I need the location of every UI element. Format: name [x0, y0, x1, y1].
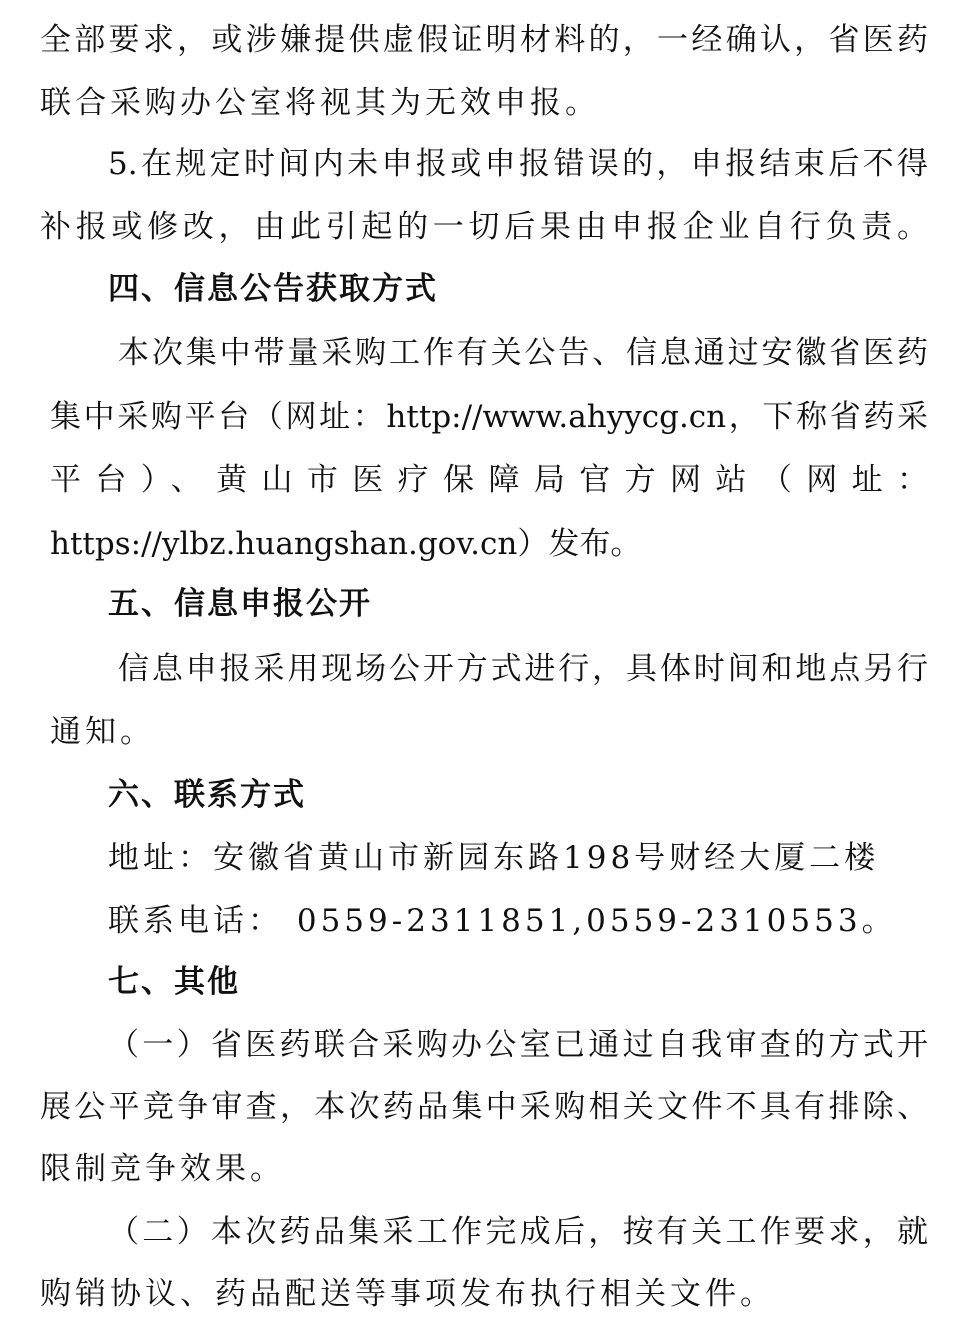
paragraph-line: 通知。	[50, 714, 155, 750]
paragraph-line: 平台）、黄山市医疗保障局官方网站（网址：	[50, 462, 928, 498]
contact-phone: 联系电话： 0559-2311851,0559-2310553。	[108, 903, 897, 939]
paragraph-line: （二）本次药品集采工作完成后，按有关工作要求，就	[108, 1214, 928, 1250]
paragraph-line: 集中采购平台（网址：http://www.ahyycg.cn，下称省药采	[50, 399, 928, 435]
paragraph-line: 联合采购办公室将视其为无效申报。	[40, 85, 600, 121]
section-heading: 五、信息申报公开	[108, 586, 372, 622]
paragraph-line: 信息申报采用现场公开方式进行，具体时间和地点另行	[118, 651, 928, 687]
paragraph-line: https://ylbz.huangshan.gov.cn）发布。	[50, 526, 642, 562]
paragraph-line: （一）省医药联合采购办公室已通过自我审查的方式开	[108, 1027, 928, 1063]
paragraph-line: 补报或修改，由此引起的一切后果由申报企业自行负责。	[40, 209, 928, 245]
section-heading: 六、联系方式	[108, 777, 306, 813]
paragraph-line: 本次集中带量采购工作有关公告、信息通过安徽省医药	[118, 335, 928, 371]
paragraph-line: 展公平竞争审查，本次药品集中采购相关文件不具有排除、	[40, 1089, 928, 1125]
section-heading: 七、其他	[108, 964, 240, 1000]
paragraph-line: 购销协议、药品配送等事项发布执行相关文件。	[40, 1276, 775, 1312]
section-heading: 四、信息公告获取方式	[108, 271, 438, 307]
paragraph-line: 5.在规定时间内未申报或申报错误的，申报结束后不得	[108, 146, 928, 182]
paragraph-line: 全部要求，或涉嫌提供虚假证明材料的，一经确认，省医药	[40, 22, 928, 58]
contact-address: 地址：安徽省黄山市新园东路198号财经大厦二楼	[108, 840, 880, 876]
paragraph-line: 限制竞争效果。	[40, 1151, 285, 1187]
